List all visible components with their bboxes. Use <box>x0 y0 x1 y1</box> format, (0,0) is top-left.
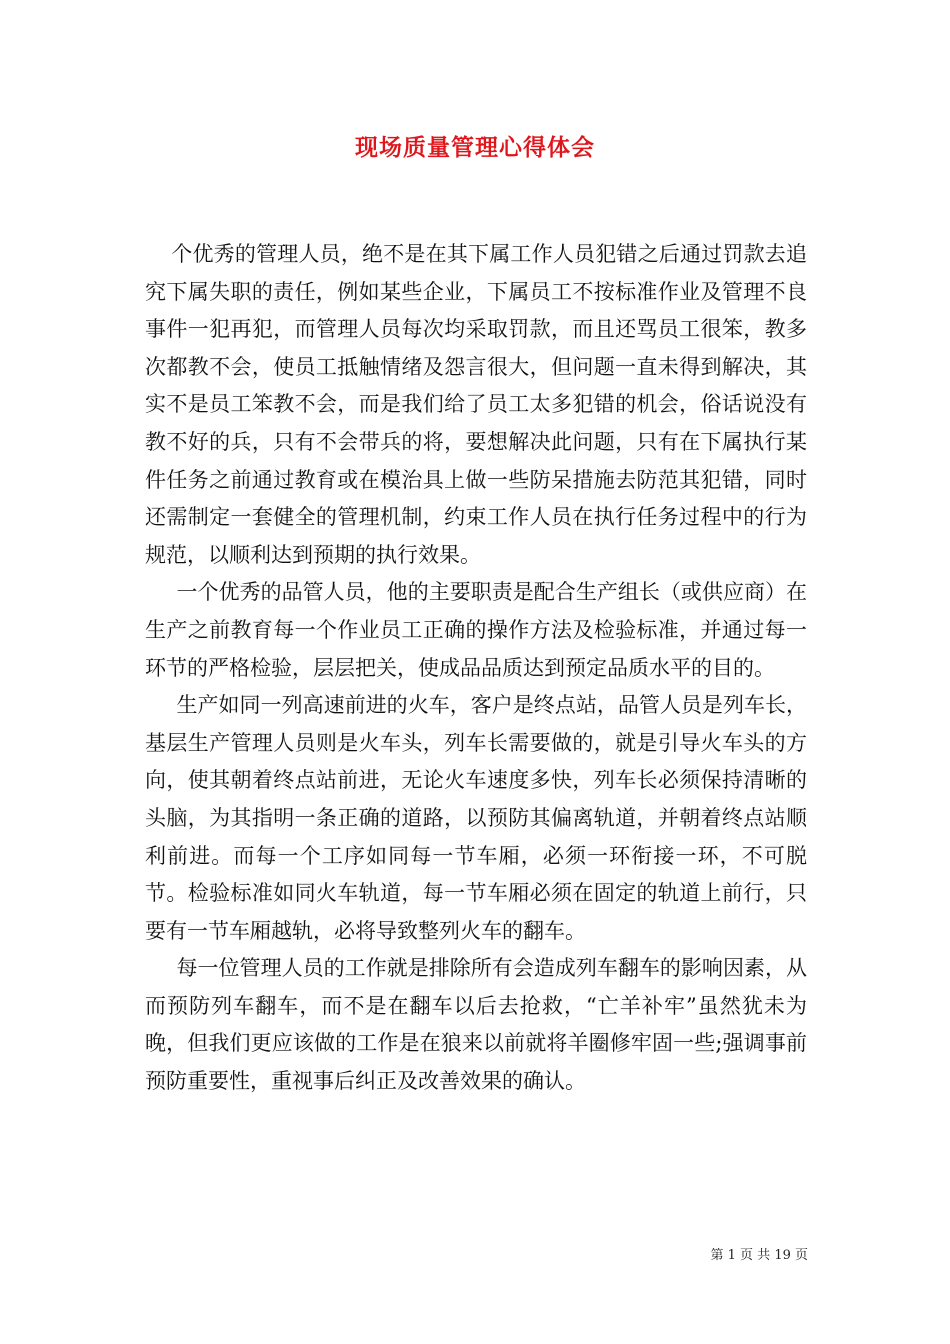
paragraph-4: 每一位管理人员的工作就是排除所有会造成列车翻车的影响因素，从而预防列车翻车，而不是在翻车以后去抢救，“亡羊补牢”虽然犹未为晚，但我们更应该做的工作是在狼来以前就将羊圈修牢固一些;强调事前预防重要性，重视事后纠正及改善效果的确认。 <box>145 956 807 1094</box>
paragraph-3: 生产如同一列高速前进的火车，客户是终点站，品管人员是列车长，基层生产管理人员则是火车头，列车长需要做的，就是引导火车头的方向，使其朝着终点站前进，无论火车速度多快，列车长必须保持清晰的头脑，为其指明一条正确的道路，以预防其偏离轨道，并朝着终点站顺利前进。而每一个工序如同每一节车厢，必须一环衔接一环，不可脱节。检验标准如同火车轨道，每一节车厢必须在固定的轨道上前行，只要有一节车厢越轨，必将导致整列火车的翻车。 <box>145 693 807 943</box>
document-body <box>145 236 807 1101</box>
document-title: 现场质量管理心得体会 <box>355 134 595 161</box>
page-number-footer: 第 1 页 共 19 页 <box>710 1248 808 1263</box>
paragraph-1: 个优秀的管理人员，绝不是在其下属工作人员犯错之后通过罚款去追究下属失职的责任，例如某些企业，下属员工不按标准作业及管理不良事件一犯再犯，而管理人员每次均采取罚款，而且还骂员工很笨，教多次都教不会，使员工抵触情绪及怨言很大，但问题一直未得到解决，其实不是员工笨教不会，而是我们给了员工太多犯错的机会，俗话说没有教不好的兵，只有不会带兵的将，要想解决此问题，只有在下属执行某件任务之前通过教育或在模治具上做一些防呆措施去防范其犯错，同时还需制定一套健全的管理机制，约束工作人员在执行任务过程中的行为规范，以顺利达到预期的执行效果。 <box>145 242 807 567</box>
paragraph-2: 一个优秀的品管人员，他的主要职责是配合生产组长（或供应商）在生产之前教育每一个作业员工正确的操作方法及检验标准，并通过每一环节的严格检验，层层把关，使成品品质达到预定品质水平的目的。 <box>145 580 807 680</box>
